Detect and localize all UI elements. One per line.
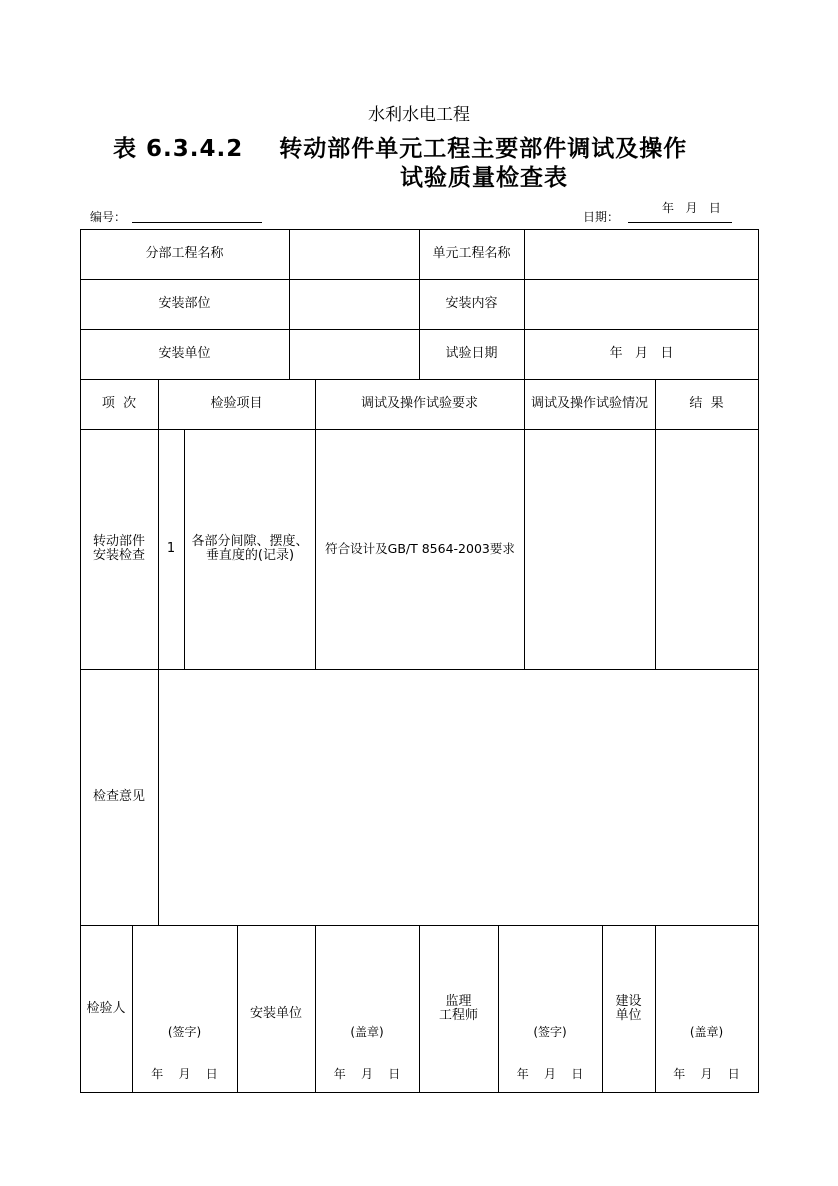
- test-date-value[interactable]: 年 月 日: [609, 346, 674, 361]
- owner-label: [602, 995, 655, 1023]
- owner-label-line2: 单位: [615, 1008, 642, 1023]
- install-unit-sign-label: 安装单位: [249, 1006, 302, 1021]
- row-category-line2: 安装检查: [92, 548, 145, 563]
- install-unit-label: 安装单位: [158, 346, 211, 361]
- row-requirement: 符合设计及GB/T 8564-2003要求: [325, 541, 515, 556]
- unit-project-name-value[interactable]: [525, 229, 758, 279]
- col-requirement: 调试及操作试验要求: [360, 396, 478, 411]
- page-title: 表 6.3.4.2 转动部件单元工程主要部件调试及操作: [113, 136, 688, 162]
- date-field[interactable]: [628, 222, 732, 223]
- row-category-line1: 转动部件: [92, 534, 145, 549]
- owner-date: 年 月 日: [673, 1067, 740, 1081]
- date-label: 日期：: [583, 210, 620, 224]
- supervisor-label-line2: 工程师: [438, 1008, 478, 1023]
- install-content-value[interactable]: [525, 279, 758, 329]
- page-title-line2: 试验质量检查表: [400, 165, 568, 191]
- col-result: 结 果: [689, 396, 724, 411]
- owner-stamp: (盖章): [689, 1025, 724, 1039]
- supervisor-label: [419, 995, 498, 1023]
- row-situation[interactable]: [525, 429, 655, 669]
- install-unit-stamp: (盖章): [350, 1025, 384, 1039]
- row-check-item-line1: 各部分间隙、摆度、: [191, 534, 309, 549]
- number-field[interactable]: [132, 222, 262, 223]
- unit-project-name-label: 单元工程名称: [432, 246, 511, 261]
- subtitle: 水利水电工程: [368, 105, 470, 125]
- inspector-sign: (签字): [167, 1025, 202, 1039]
- inspector-date: 年 月 日: [151, 1067, 218, 1081]
- test-date-label: 试验日期: [445, 346, 498, 361]
- install-content-label: 安装内容: [445, 296, 498, 311]
- col-check-item: 检验项目: [210, 396, 263, 411]
- install-unit-date: 年 月 日: [333, 1067, 401, 1081]
- opinion-field[interactable]: [159, 670, 758, 925]
- number-label: 编号：: [90, 210, 127, 224]
- install-location-label: 安装部位: [158, 296, 211, 311]
- header-date-value: 年 月 日: [662, 201, 721, 215]
- install-unit-value[interactable]: [290, 329, 419, 379]
- sub-project-name-label: 分部工程名称: [145, 246, 224, 261]
- inspector-label: 检验人: [86, 1000, 126, 1016]
- col-item: 项 次: [101, 396, 137, 411]
- col-situation: 调试及操作试验情况: [530, 396, 648, 411]
- owner-label-line1: 建设: [615, 994, 642, 1009]
- row-check-item: [185, 429, 315, 669]
- supervisor-sign: (签字): [533, 1025, 567, 1039]
- row-check-item-line2: 垂直度的(记录): [205, 548, 295, 563]
- opinion-label: 检查意见: [92, 789, 145, 804]
- row-category: [80, 429, 158, 669]
- row-result[interactable]: [656, 429, 758, 669]
- supervisor-date: 年 月 日: [516, 1067, 584, 1081]
- sub-project-name-value[interactable]: [290, 229, 419, 279]
- install-location-value[interactable]: [290, 279, 419, 329]
- row-index: 1: [166, 541, 176, 556]
- supervisor-label-line1: 监理: [445, 994, 472, 1009]
